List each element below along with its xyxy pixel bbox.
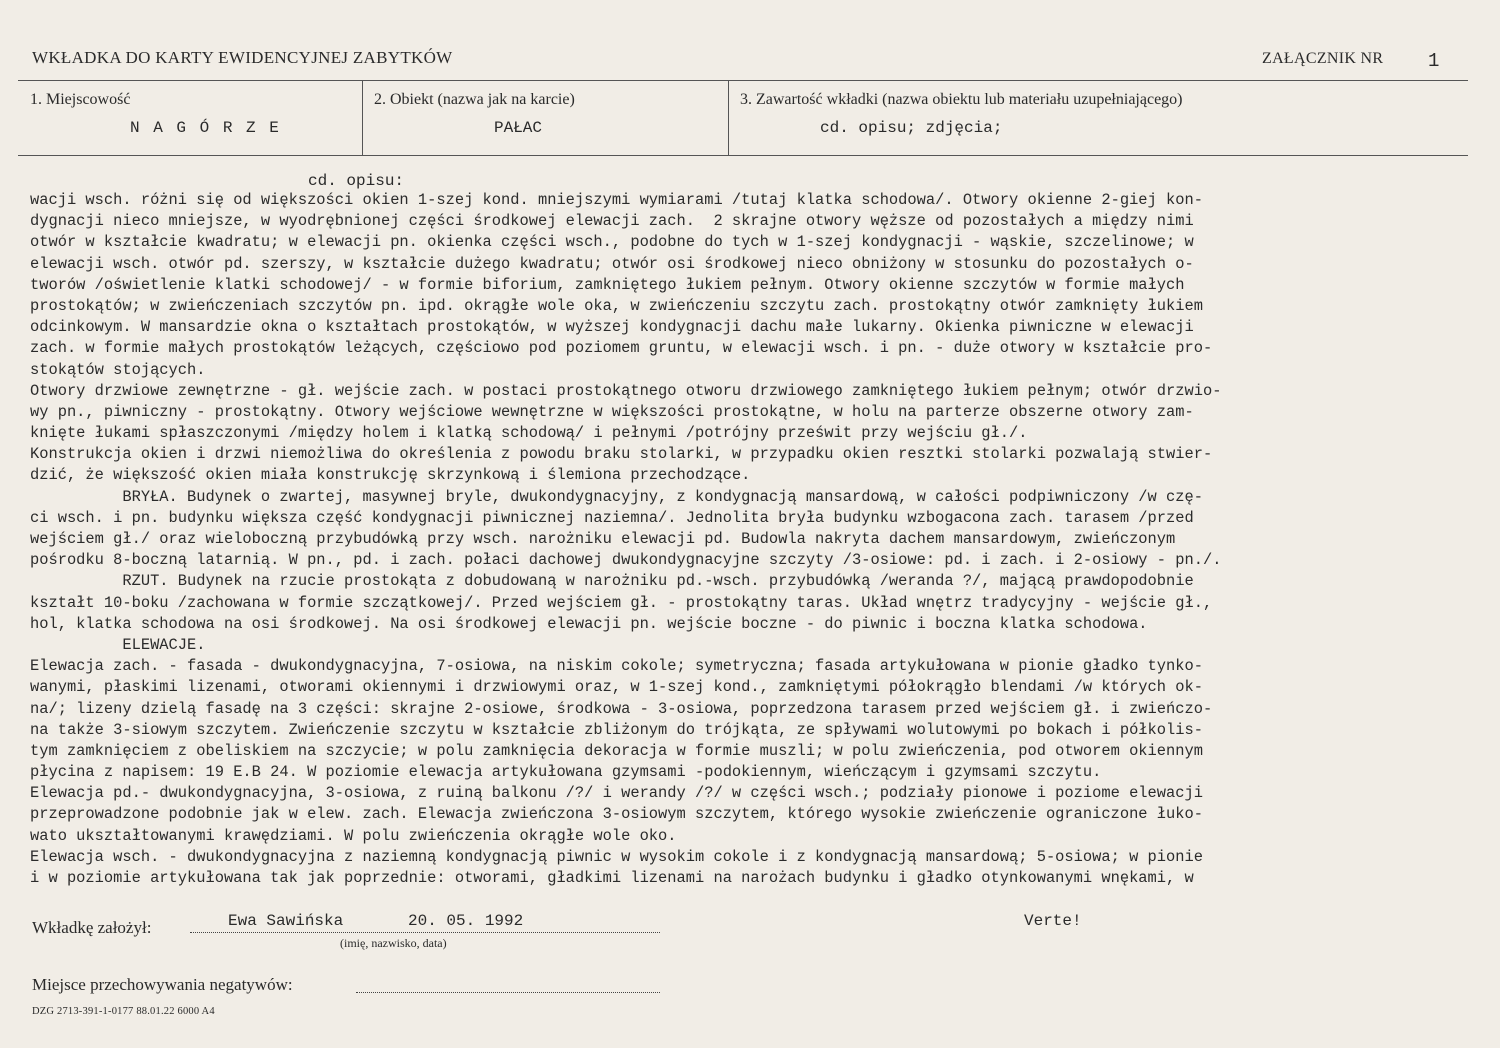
founder-name: Ewa Sawińska [228, 912, 344, 930]
annex-number: 1 [1428, 50, 1440, 72]
text-line: wacji wsch. różni się od większości okien 1-szej kond. mniejszymi wymiarami /tutaj klatka schodowa/. Otwory okienne 2-giej kon- [30, 191, 1203, 209]
text-line: elewacji wsch. otwór pd. szerszy, w kształcie dużego kwadratu; otwór osi środkowej nieco obniżony w stosunku do pozostałych o- [30, 254, 1194, 273]
text-line: wejściem gł./ oraz wieloboczną przybudówką przy wsch. narożniku elewacji pd. Budowla nakryta dachem mansardowym, zwieńczonym [30, 530, 1176, 548]
text-line: płycina z napisem: 19 E.B 24. W poziomie elewacja artykułowana gzymsami -podokiennym, wieńczącym i gzymsami szczytu. [30, 763, 1102, 782]
object-value: PAŁAC [494, 119, 543, 137]
object-label: 2. Obiekt (nazwa jak na karcie) [374, 91, 575, 108]
founder-signature-line [190, 932, 660, 933]
text-line: przeprowadzone podobnie jak w elew. zach. Elewacja zwieńczona 3-osiowym szczytem, którego wysokie zwieńczenie ograniczone łuko- [30, 805, 1203, 824]
annex-label: ZAŁĄCZNIK NR [1262, 50, 1384, 67]
content-cell [728, 81, 1468, 155]
verte-note: Verte! [1024, 912, 1082, 930]
text-line: tworów /oświetlenie klatki schodowej/ - w formie biforium, zamkniętego łukiem pełnym. Otwory okienne szczytów w formie małych [30, 275, 1185, 294]
text-line: zach. w formie małych prostokątów leżących, częściowo pod poziomem gruntu, w elewacji wsch. i pn. - duże otwory w kształcie pro- [30, 339, 1213, 358]
content-value: cd. opisu; zdjęcia; [820, 119, 1003, 137]
body-heading: cd. opisu: [308, 172, 405, 190]
print-code: DZG 2713-391-1-0177 88.01.22 6000 A4 [32, 1006, 215, 1017]
text-line: knięte łukami spłaszczonymi /między holem i klatką schodową/ i pełnymi /potrójny prześwit przy wejściu gł./. [30, 424, 1028, 443]
text-line: wanymi, płaskimi lizenami, otworami okiennymi i drzwiowymi oraz, w 1-szej kond., zamkniętymi półokrągło blendami /w których ok- [30, 678, 1203, 697]
text-line: dygnacji nieco mniejsze, w wyodrębnionej części środkowej elewacji zach. 2 skrajne otwory węższe od pozostałych a między nimi [30, 212, 1194, 231]
text-line: na/; lizeny dzielą fasadę na 3 części: skrajne 2-osiowe, środkowa - 3-osiowa, poprzedzona tarasem przed wejściem gł. i zwieńczo- [30, 699, 1213, 718]
locality-value: N A G Ó R Z E [130, 119, 281, 137]
text-line: i w poziomie artykułowana tak jak poprzednie: otworami, gładkimi lizenami na narożach budynku i gładko otynkowanymi wnękami, w [30, 869, 1194, 887]
text-line: Elewacja zach. - fasada - dwukondygnacyjna, 7-osiowa, na niskim cokole; symetryczna; fasada artykułowana w pionie gładko tynko- [30, 657, 1203, 676]
text-line: tym zamknięciem z obeliskiem na szczycie; w polu zamknięcia dekoracja w formie muszli; w polu zwieńczenia, pod otworem okiennym [30, 741, 1203, 760]
text-line: prostokątów; w zwieńczeniach szczytów pn. ipd. okrągłe wole oka, w zwieńczeniu szczytu zach. prostokątny otwór zamknięty łukiem [30, 296, 1203, 315]
negatives-line [356, 992, 660, 993]
text-line: stokątów stojących. [30, 360, 206, 379]
text-line: odcinkowym. W mansardzie okna o kształtach prostokątów, w wyższej kondygnacji dachu małe lukarny. Okienka piwniczne w elewacji [30, 318, 1194, 337]
text-line: otwór w kształcie kwadratu; w elewacji pn. okienka części wsch., podobne do tych w 1-szej kondygnacji - wąskie, szczelinowe; w [30, 233, 1194, 252]
text-line: pośrodku 8-boczną latarnią. W pn., pd. i zach. połaci dachowej dwukondygnacyjne szczyty /3-osiowe: pd. i zach. i 2-osiowy - pn./. [30, 551, 1222, 570]
description-text [30, 190, 1480, 889]
text-line: hol, klatka schodowa na osi środkowej. Na osi środkowej elewacji pn. wejście boczne - do piwnic i boczna klatka schodowa. [30, 614, 1148, 633]
object-cell [362, 81, 729, 155]
text-line: kształt 10-boku /zachowana w formie szczątkowej/. Przed wejściem gł. - prostokątny taras. Układ wnętrz tradycyjny - wejście gł., [30, 593, 1213, 612]
text-line: RZUT. Budynek na rzucie prostokąta z dobudowaną w narożniku pd.-wsch. przybudówką /weranda ?/, mającą prawdopodobnie [30, 572, 1194, 591]
text-line: Otwory drzwiowe zewnętrzne - gł. wejście zach. w postaci prostokątnego otworu drzwiowego zamkniętego łukiem pełnym; otwór drzwio- [30, 381, 1222, 400]
text-line: na także 3-siowym szczytem. Zwieńczenie szczytu w kształcie zbliżonym do trójkąta, ze spływami wolutowymi po bokach i półkolis- [30, 720, 1203, 739]
text-line: dzić, że większość okien miała konstrukcję skrzynkową i ślemiona przechodzące. [30, 466, 751, 485]
founder-label: Wkładkę założył: [32, 918, 152, 937]
text-line: ELEWACJE. [30, 635, 206, 654]
text-line: BRYŁA. Budynek o zwartej, masywnej bryle, dwukondygnacyjny, z kondygnacją mansardową, w całości podpiwniczony /w czę- [30, 487, 1203, 506]
negatives-label: Miejsce przechowywania negatywów: [32, 975, 293, 994]
locality-label: 1. Miejscowość [30, 91, 131, 108]
founder-caption: (imię, nazwisko, data) [340, 936, 447, 950]
locality-cell [18, 81, 363, 155]
text-line: ci wsch. i pn. budynku większa część kondygnacji piwnicznej naziemna/. Jednolita bryła budynku wzbogacona zach. tarasem /przed [30, 508, 1194, 527]
content-label: 3. Zawartość wkładki (nazwa obiektu lub materiału uzupełniającego) [740, 91, 1183, 108]
form-title: WKŁADKA DO KARTY EWIDENCYJNEJ ZABYTKÓW [32, 48, 453, 67]
field-row [18, 80, 1468, 156]
text-line: Elewacja wsch. - dwukondygnacyjna z naziemną kondygnacją piwnic w wysokim cokole i z kondygnacją mansardową; 5-osiowa; w pionie [30, 847, 1203, 866]
founder-date: 20. 05. 1992 [408, 912, 524, 930]
text-line: Elewacja pd.- dwukondygnacyjna, 3-osiowa, z ruiną balkonu /?/ i werandy /?/ w części wsch.; podziały pionowe i poziome elewacji [30, 784, 1203, 803]
text-line: Konstrukcja okien i drzwi niemożliwa do określenia z powodu braku stolarki, w przypadku okien resztki stolarki pozwalają stwier- [30, 445, 1213, 464]
text-line: wato ukształtowanymi krawędziami. W polu zwieńczenia okrągłe wole oko. [30, 826, 677, 845]
text-line: wy pn., piwniczny - prostokątny. Otwory wejściowe wewnętrzne w większości prostokątne, w holu na parterze obszerne otwory zam- [30, 402, 1194, 421]
